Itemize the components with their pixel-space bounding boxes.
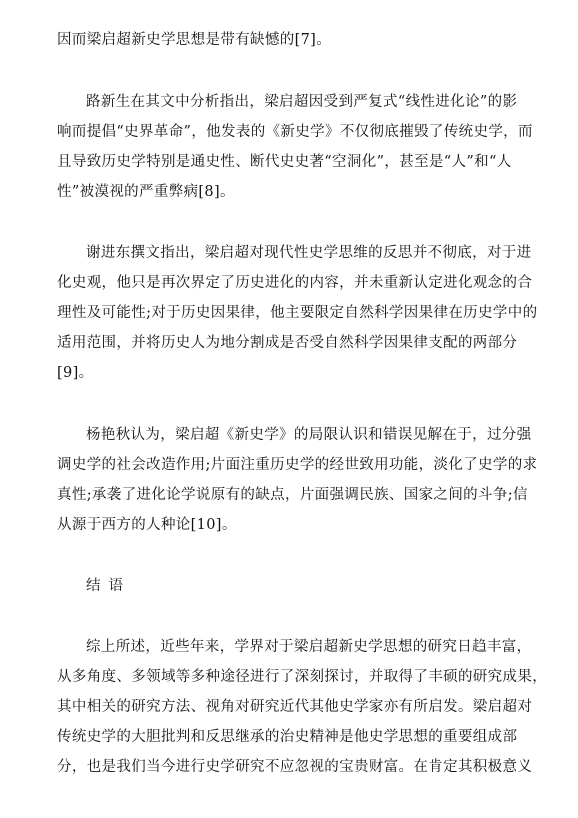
paragraph-2-line-3: 且导致历史学特别是通史性、断代史史著“空洞化”，甚至是“人”和“人 — [57, 154, 512, 170]
paragraph-5-line-5: 分，也是我们当今进行史学研究不应忽视的宝贵财富。在肯定其积极意义 — [57, 759, 533, 775]
paragraph-3-line-4: 适用范围，并将历史人为地分割成是否受自然科学因果律支配的两部分 — [57, 335, 518, 351]
paragraph-4-line-4: 从源于西方的人种论[10]。 — [57, 517, 237, 533]
paragraph-2-line-4: 性”被漠视的严重弊病[8]。 — [57, 184, 235, 200]
paragraph-3-line-2: 化史观，他只是再次界定了历史进化的内容，并未重新认定进化观念的合 — [57, 275, 533, 291]
paragraph-5-line-1: 综上所述，近些年来，学界对于梁启超新史学思想的研究日趋丰富， — [86, 639, 532, 655]
paragraph-2-line-1: 路新生在其文中分析指出，梁启超因受到严复式“线性进化论”的影 — [86, 94, 518, 110]
paragraph-4-line-2: 调史学的社会改造作用;片面注重历史学的经世致用功能，淡化了史学的求 — [57, 457, 538, 473]
paragraph-3-line-1: 谢进东撰文指出，梁启超对现代性史学思维的反思并不彻底，对于进 — [86, 245, 532, 261]
paragraph-3-line-3: 理性及可能性;对于历史因果律，他主要限定自然科学因果律在历史学中的 — [57, 305, 538, 321]
paragraph-5-line-4: 传统史学的大胆批判和反思继承的治史精神是他史学思想的重要组成部 — [57, 729, 518, 745]
paragraph-5-line-2: 从多角度、多领域等多种途径进行了深刻探讨，并取得了丰硕的研究成果， — [57, 669, 548, 685]
paragraph-1-line-1: 因而梁启超新史学思想是带有缺憾的[7]。 — [57, 32, 332, 48]
paragraph-5-line-3: 其中相关的研究方法、视角对研究近代其他史学家亦有所启发。梁启超对 — [57, 699, 533, 715]
paragraph-2-line-2: 响而提倡“史界革命”，他发表的《新史学》不仅彻底摧毁了传统史学，而 — [57, 124, 533, 140]
paragraph-3-line-5: [9]。 — [57, 365, 94, 381]
section-heading: 结语 — [86, 578, 131, 594]
paragraph-4-line-3: 真性;承袭了进化论学说原有的缺点，片面强调民族、国家之间的斗争;信 — [57, 487, 528, 503]
paragraph-4-line-1: 杨艳秋认为，梁启超《新史学》的局限认识和错误见解在于，过分强 — [86, 427, 532, 443]
